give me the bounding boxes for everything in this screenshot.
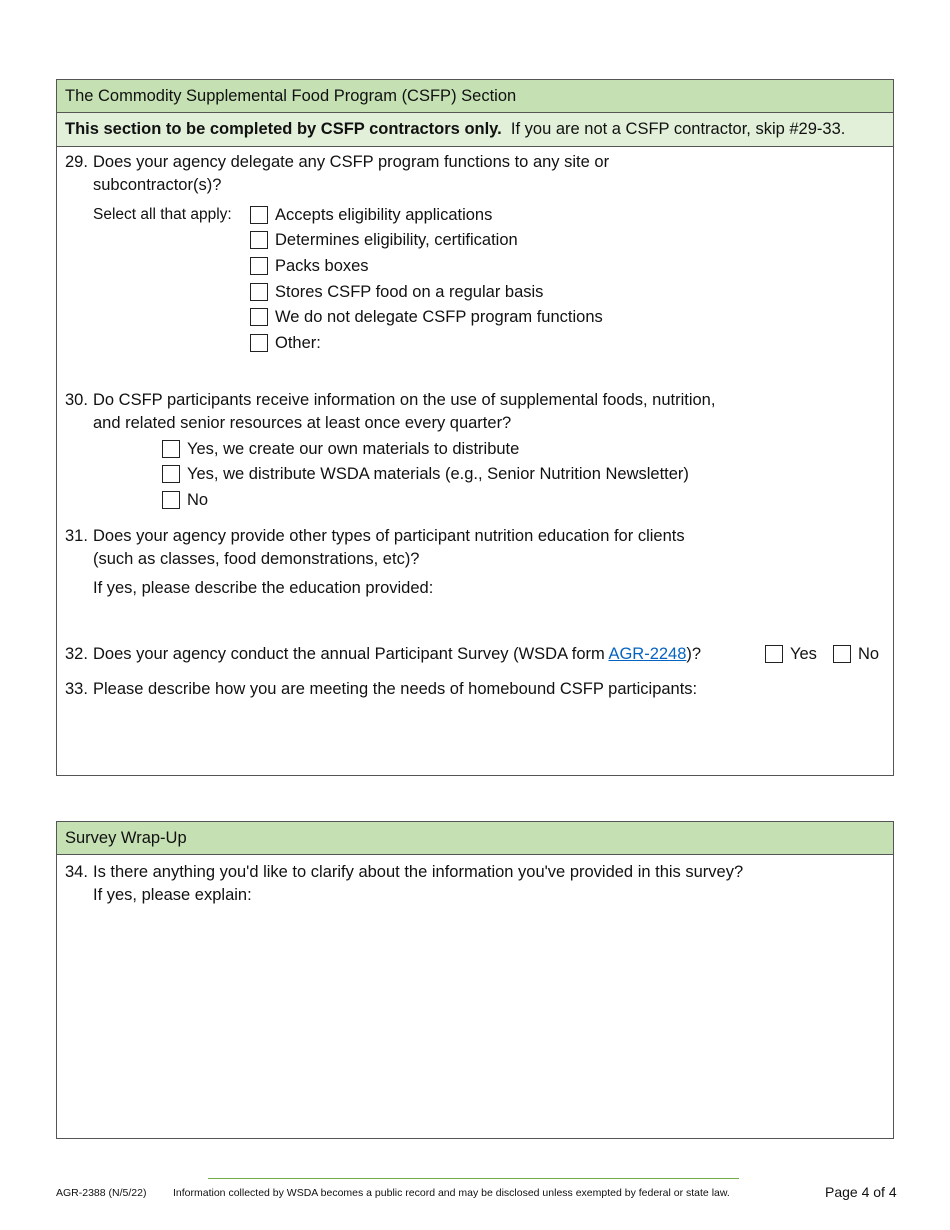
q30-option-own-materials: Yes, we create our own materials to distribute	[187, 440, 520, 458]
q34-line2: If yes, please explain:	[93, 886, 252, 904]
q29-option-other: Other:	[275, 334, 321, 352]
q29-option-packs-boxes: Packs boxes	[275, 257, 369, 275]
q34-number: 34.	[65, 863, 88, 881]
q29-option-determines-eligibility: Determines eligibility, certification	[275, 231, 518, 249]
q30-checkbox-no[interactable]	[162, 491, 180, 509]
csfp-section-instruction	[57, 113, 893, 147]
q29-checkbox-accepts-eligibility[interactable]	[250, 206, 268, 224]
q33-number: 33.	[65, 680, 88, 698]
q29-checkbox-stores-food[interactable]	[250, 283, 268, 301]
q30-number: 30.	[65, 391, 88, 409]
q29-checkbox-packs-boxes[interactable]	[250, 257, 268, 275]
q33-question: Please describe how you are meeting the needs of homebound CSFP participants:	[93, 680, 698, 698]
wrapup-section-header: Survey Wrap-Up	[57, 822, 893, 855]
q31-line3: If yes, please describe the education provided:	[93, 579, 434, 597]
q32-no-label: No	[858, 645, 880, 663]
q30-checkbox-own-materials[interactable]	[162, 440, 180, 458]
footer-notice: Information collected by WSDA becomes a public record and may be disclosed unless exempted by federal or state law.	[173, 1187, 730, 1199]
q29-checkbox-other[interactable]	[250, 334, 268, 352]
q32-checkbox-no[interactable]	[833, 645, 851, 663]
footer-form-id: AGR-2388 (N/5/22)	[56, 1187, 147, 1199]
q29-line1: Does your agency delegate any CSFP program functions to any site or	[93, 153, 610, 171]
q29-line2: subcontractor(s)?	[93, 176, 222, 194]
q32-checkbox-yes[interactable]	[765, 645, 783, 663]
q31-number: 31.	[65, 527, 88, 545]
q32-text-after: )?	[686, 645, 702, 663]
instruction-bold: This section to be completed by CSFP contractors only.	[65, 120, 502, 138]
footer-page-number: Page 4 of 4	[825, 1184, 897, 1200]
footer-divider	[208, 1178, 739, 1179]
q30-option-no: No	[187, 491, 209, 509]
q30-checkbox-wsda-materials[interactable]	[162, 465, 180, 483]
q29-select-label: Select all that apply:	[93, 206, 232, 223]
q29-checkbox-no-delegation[interactable]	[250, 308, 268, 326]
q29-number: 29.	[65, 153, 88, 171]
q34-line1: Is there anything you'd like to clarify about the information you've provided in this survey?	[93, 863, 744, 881]
csfp-section-header: The Commodity Supplemental Food Program (CSFP) Section	[57, 80, 893, 113]
instruction-rest: If you are not a CSFP contractor, skip #29-33.	[510, 120, 846, 138]
agr-2248-link[interactable]: AGR-2248	[608, 645, 687, 663]
q29-option-stores-food: Stores CSFP food on a regular basis	[275, 283, 544, 301]
q32-yes-label: Yes	[790, 645, 817, 663]
q32-question	[93, 644, 701, 664]
q31-line1: Does your agency provide other types of participant nutrition education for clients	[93, 527, 685, 545]
q30-option-wsda-materials: Yes, we distribute WSDA materials (e.g., Senior Nutrition Newsletter)	[187, 465, 689, 483]
q29-option-no-delegation: We do not delegate CSFP program functions	[275, 308, 603, 326]
q29-option-accepts-eligibility: Accepts eligibility applications	[275, 206, 493, 224]
q31-line2: (such as classes, food demonstrations, etc)?	[93, 550, 420, 568]
q32-number: 32.	[65, 645, 88, 663]
q32-text-before: Does your agency conduct the annual Participant Survey (WSDA form	[93, 645, 609, 663]
q30-line2: and related senior resources at least once every quarter?	[93, 414, 512, 432]
q30-line1: Do CSFP participants receive information on the use of supplemental foods, nutrition,	[93, 391, 716, 409]
q29-checkbox-determines-eligibility[interactable]	[250, 231, 268, 249]
